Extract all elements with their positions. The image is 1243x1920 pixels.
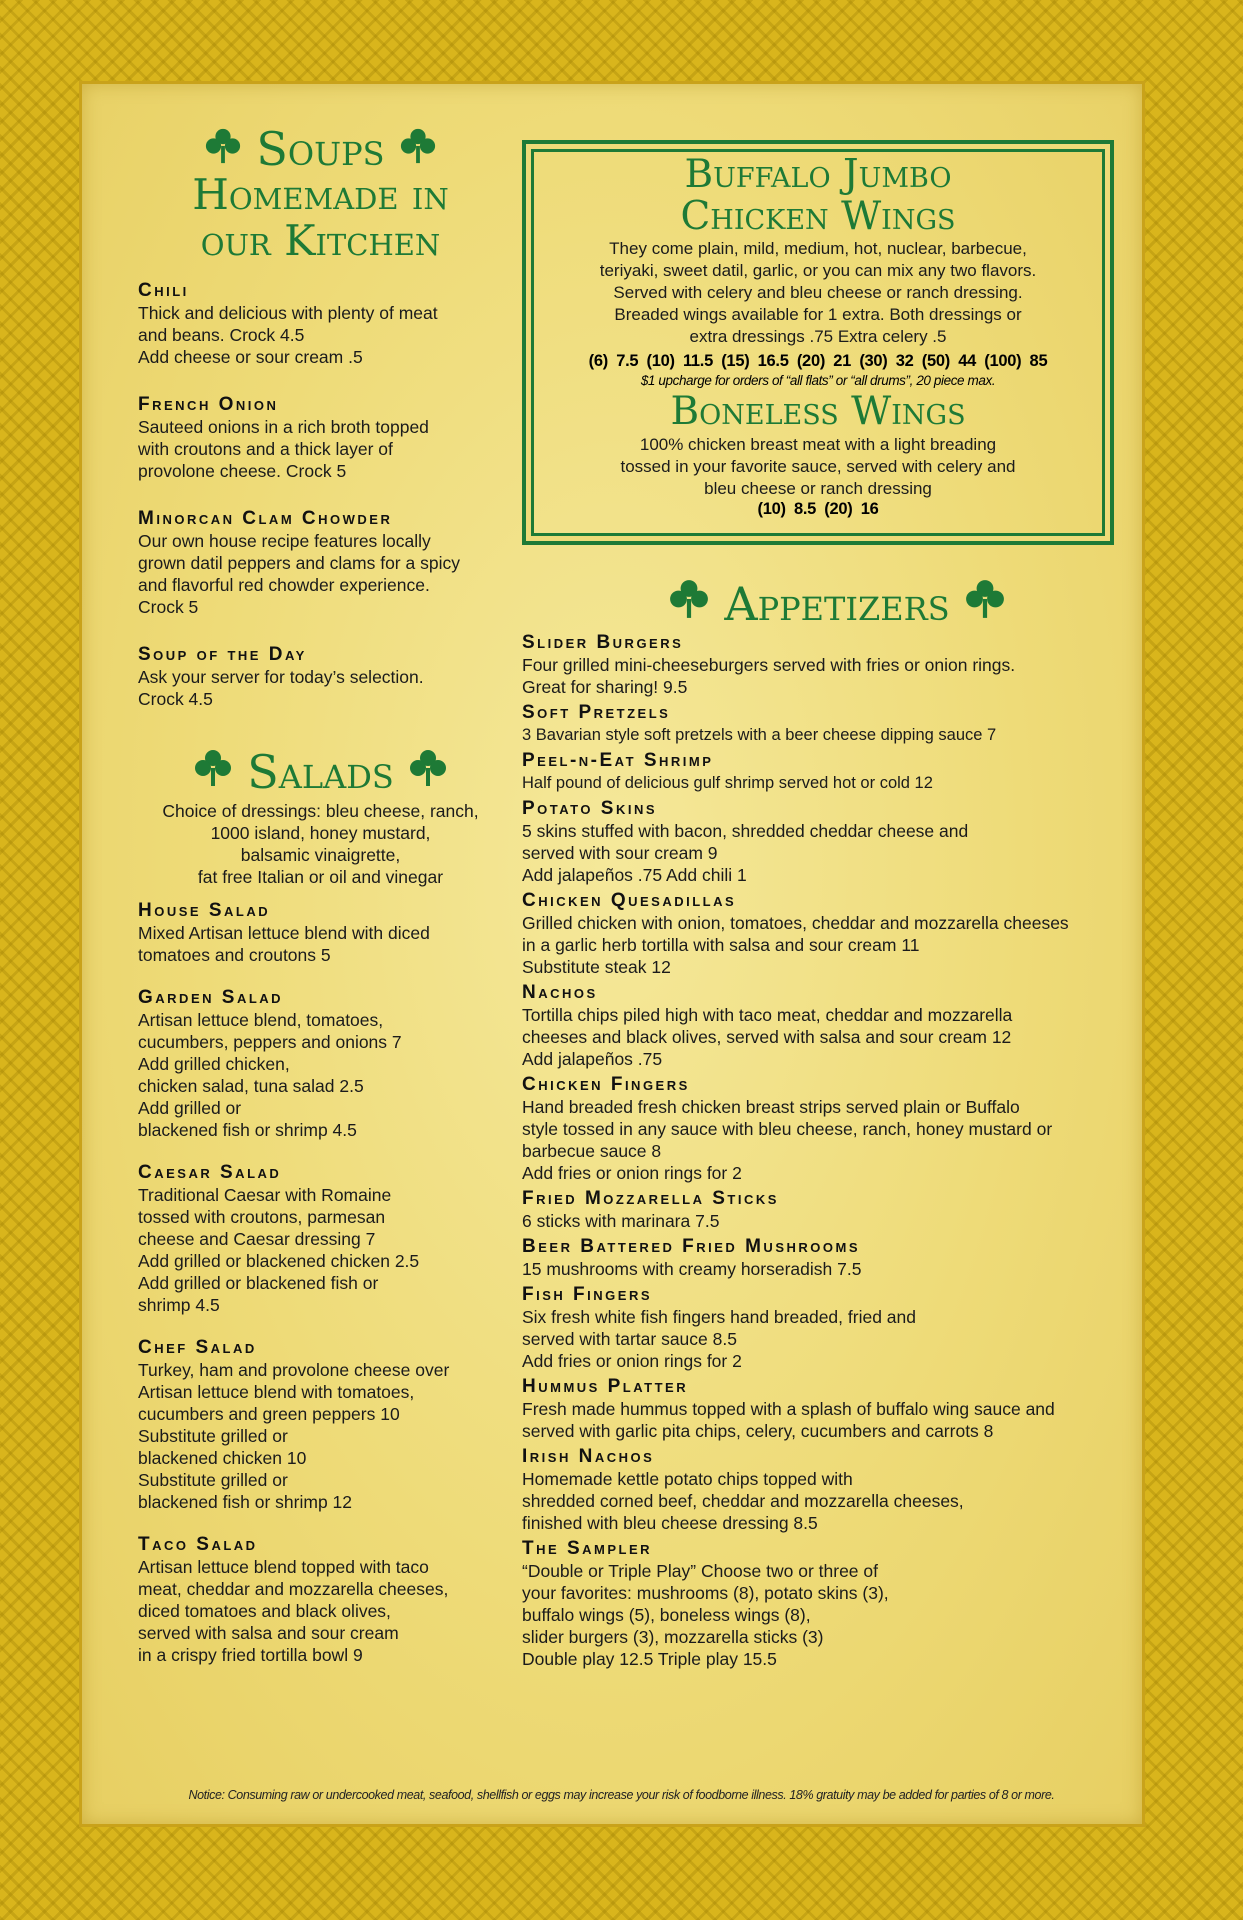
salad-item-desc: Mixed Artisan lettuce blend with diced tomatoes and croutons 5 <box>138 923 430 965</box>
appetizer-item-desc: Half pound of delicious gulf shrimp served hot or cold 12 <box>522 774 933 792</box>
salad-list <box>138 900 503 1666</box>
wings-heading-line2: Chicken Wings <box>680 194 956 239</box>
appetizer-item-name: Hummus Platter <box>522 1376 689 1397</box>
appetizer-item <box>522 702 1132 746</box>
soup-item <box>138 394 503 482</box>
appetizer-item <box>522 1446 1132 1534</box>
left-column <box>138 122 503 1666</box>
footer-notice: Notice: Consuming raw or undercooked meat, seafood, shellfish or eggs may increase your risk of foodborne illness. 18% gratuity may be added for parties of 8 or more. <box>188 1788 1055 1802</box>
soup-item-desc: Our own house recipe features locally grown datil peppers and clams for a spicy and flavorful red chowder experience. Crock 5 <box>138 531 460 617</box>
wings-box <box>522 140 1114 545</box>
salad-item-desc: Traditional Caesar with Romaine tossed with croutons, parmesan cheese and Caesar dressing 7 Add grilled or blackened chicken 2.5 Add grilled or blackened fish or shrimp 4.5 <box>138 1185 420 1315</box>
shamrock-icon <box>204 126 242 172</box>
appetizer-item-desc: Homemade kettle potato chips topped with shredded corned beef, cheddar and mozzarella cheeses, finished with bleu cheese dressing 8.5 <box>522 1469 964 1533</box>
appetizer-item-desc: “Double or Triple Play” Choose two or three of your favorites: mushrooms (8), potato skins (3), buffalo wings (5), boneless wings (8), slider burgers (3), mozzarella sticks (3) Double play 12.5 Triple play 15.5 <box>522 1561 889 1669</box>
soups-heading-line1: Soups <box>256 122 385 176</box>
shamrock-icon <box>193 746 233 798</box>
salads-heading <box>138 746 503 798</box>
boneless-desc: 100% chicken breast meat with a light breading tossed in your favorite sauce, served with celery and bleu cheese or ranch dressing <box>620 435 1016 498</box>
appetizer-item <box>522 1236 1132 1280</box>
appetizer-item <box>522 1376 1132 1442</box>
salad-item-desc: Turkey, ham and provolone cheese over Artisan lettuce blend with tomatoes, cucumbers and green peppers 10 Substitute grilled or blackened chicken 10 Substitute grilled or blackened fish or shrimp 12 <box>138 1360 450 1512</box>
appetizer-item-desc: 3 Bavarian style soft pretzels with a beer cheese dipping sauce 7 <box>522 726 997 744</box>
appetizer-item-name: Chicken Quesadillas <box>522 890 737 911</box>
appetizer-item <box>522 1538 1132 1670</box>
soup-item-desc: Ask your server for today’s selection. Crock 4.5 <box>138 667 424 709</box>
appetizer-item <box>522 890 1132 978</box>
salad-dressings: Choice of dressings: bleu cheese, ranch, 1000 island, honey mustard, balsamic vinaigrette, fat free Italian or oil and vinegar <box>162 801 479 887</box>
shamrock-icon <box>408 746 448 798</box>
appetizer-item-desc: Hand breaded fresh chicken breast strips served plain or Buffalo style tossed in any sauce with bleu cheese, ranch, honey mustard or barbecue sauce 8 Add fries or onion rings for 2 <box>522 1097 1053 1183</box>
salad-item <box>138 987 503 1141</box>
soup-item <box>138 644 503 710</box>
salad-item-name: Chef Salad <box>138 1337 257 1358</box>
wings-heading-line1: Buffalo Jumbo <box>684 152 952 197</box>
appetizer-item-desc: Six fresh white fish fingers hand breaded, fried and served with tartar sauce 8.5 Add fries or onion rings for 2 <box>522 1307 916 1371</box>
soup-item-desc: Thick and delicious with plenty of meat and beans. Crock 4.5 Add cheese or sour cream .5 <box>138 303 438 367</box>
soup-item-name: Minorcan Clam Chowder <box>138 508 393 529</box>
appetizer-item-desc: Tortilla chips piled high with taco meat, cheddar and mozzarella cheeses and black olives, served with salsa and sour cream 12 Add jalapeños .75 <box>522 1005 1013 1069</box>
appetizer-item-name: The Sampler <box>522 1538 653 1559</box>
appetizer-item-name: Chicken Fingers <box>522 1074 690 1095</box>
soups-heading-line3: our Kitchen <box>200 216 441 265</box>
soups-heading <box>138 122 503 265</box>
appetizer-item <box>522 632 1132 698</box>
appetizer-item <box>522 1074 1132 1184</box>
appetizer-item-name: Irish Nachos <box>522 1446 655 1467</box>
appetizer-item-desc: Fresh made hummus topped with a splash of buffalo wing sauce and served with garlic pita chips, celery, cucumbers and carrots 8 <box>522 1399 1055 1441</box>
appetizer-item-desc: 6 sticks with marinara 7.5 <box>522 1211 720 1231</box>
boneless-prices: (10) 8.5 (20) 16 <box>757 500 879 518</box>
salad-item-name: House Salad <box>138 900 271 921</box>
appetizer-item-name: Beer Battered Fried Mushrooms <box>522 1236 860 1257</box>
appetizer-item <box>522 798 1132 886</box>
appetizer-item-name: Fish Fingers <box>522 1284 653 1305</box>
salad-item <box>138 1162 503 1316</box>
soup-item-name: Soup of the Day <box>138 644 307 665</box>
salad-item-desc: Artisan lettuce blend, tomatoes, cucumbers, peppers and onions 7 Add grilled chicken, chicken salad, tuna salad 2.5 Add grilled or blackened fish or shrimp 4.5 <box>138 1010 402 1140</box>
soup-item-name: Chili <box>138 280 189 301</box>
shamrock-icon <box>964 578 1006 630</box>
appetizer-item-desc: 15 mushrooms with creamy horseradish 7.5 <box>522 1259 862 1279</box>
appetizers-heading-text: Appetizers <box>724 577 950 631</box>
appetizer-item-name: Fried Mozzarella Sticks <box>522 1188 779 1209</box>
soup-list <box>138 280 503 710</box>
appetizer-item-name: Nachos <box>522 982 598 1003</box>
appetizer-item-name: Peel-n-Eat Shrimp <box>522 750 714 771</box>
soup-item-name: French Onion <box>138 394 279 415</box>
wings-upcharge-note: $1 upcharge for orders of “all flats” or “all drums”, 20 piece max. <box>640 373 996 388</box>
salad-item <box>138 900 503 966</box>
salad-item-desc: Artisan lettuce blend topped with taco meat, cheddar and mozzarella cheeses, diced tomatoes and black olives, served with salsa and sour cream in a crispy fried tortilla bowl 9 <box>138 1557 449 1665</box>
salad-item <box>138 1534 503 1666</box>
salad-item-name: Garden Salad <box>138 987 284 1008</box>
appetizer-item <box>522 1188 1132 1232</box>
appetizer-item-name: Potato Skins <box>522 798 658 819</box>
wings-prices: (6) 7.5 (10) 11.5 (15) 16.5 (20) 21 (30) 32 (50) 44 (100) 85 <box>588 352 1048 370</box>
salad-item <box>138 1337 503 1513</box>
salad-item-name: Caesar Salad <box>138 1162 282 1183</box>
appetizer-item-desc: 5 skins stuffed with bacon, shredded cheddar cheese and served with sour cream 9 Add jalapeños .75 Add chili 1 <box>522 821 969 885</box>
boneless-heading: Boneless Wings <box>670 389 966 434</box>
appetizer-item <box>522 982 1132 1070</box>
appetizers-section <box>522 578 1132 1670</box>
wings-desc: They come plain, mild, medium, hot, nuclear, barbecue, teriyaki, sweet datil, garlic, or you can mix any two flavors. Served with celery and bleu cheese or ranch dressing. Breaded wings available for 1 extra. Both dressings or extra dressings .75 Extra celery .5 <box>599 239 1037 346</box>
appetizer-item-name: Soft Pretzels <box>522 702 671 723</box>
soup-item-desc: Sauteed onions in a rich broth topped with croutons and a thick layer of provolone cheese. Crock 5 <box>138 417 429 481</box>
appetizer-item <box>522 750 1132 794</box>
soups-heading-line2: Homemade in <box>192 170 449 219</box>
soup-item <box>138 508 503 618</box>
salad-item-name: Taco Salad <box>138 1534 258 1555</box>
appetizer-item-desc: Grilled chicken with onion, tomatoes, cheddar and mozzarella cheeses in a garlic herb tortilla with salsa and sour cream 11 Substitute steak 12 <box>522 913 1069 977</box>
salads-heading-text: Salads <box>247 745 394 799</box>
appetizer-item-name: Slider Burgers <box>522 632 684 653</box>
soup-item <box>138 280 503 368</box>
appetizer-list <box>522 632 1132 1670</box>
appetizer-item <box>522 1284 1132 1372</box>
appetizers-heading <box>522 578 1132 630</box>
shamrock-icon <box>399 126 437 172</box>
shamrock-icon <box>668 578 710 630</box>
appetizer-item-desc: Four grilled mini-cheeseburgers served with fries or onion rings. Great for sharing! 9.5 <box>522 655 1016 697</box>
